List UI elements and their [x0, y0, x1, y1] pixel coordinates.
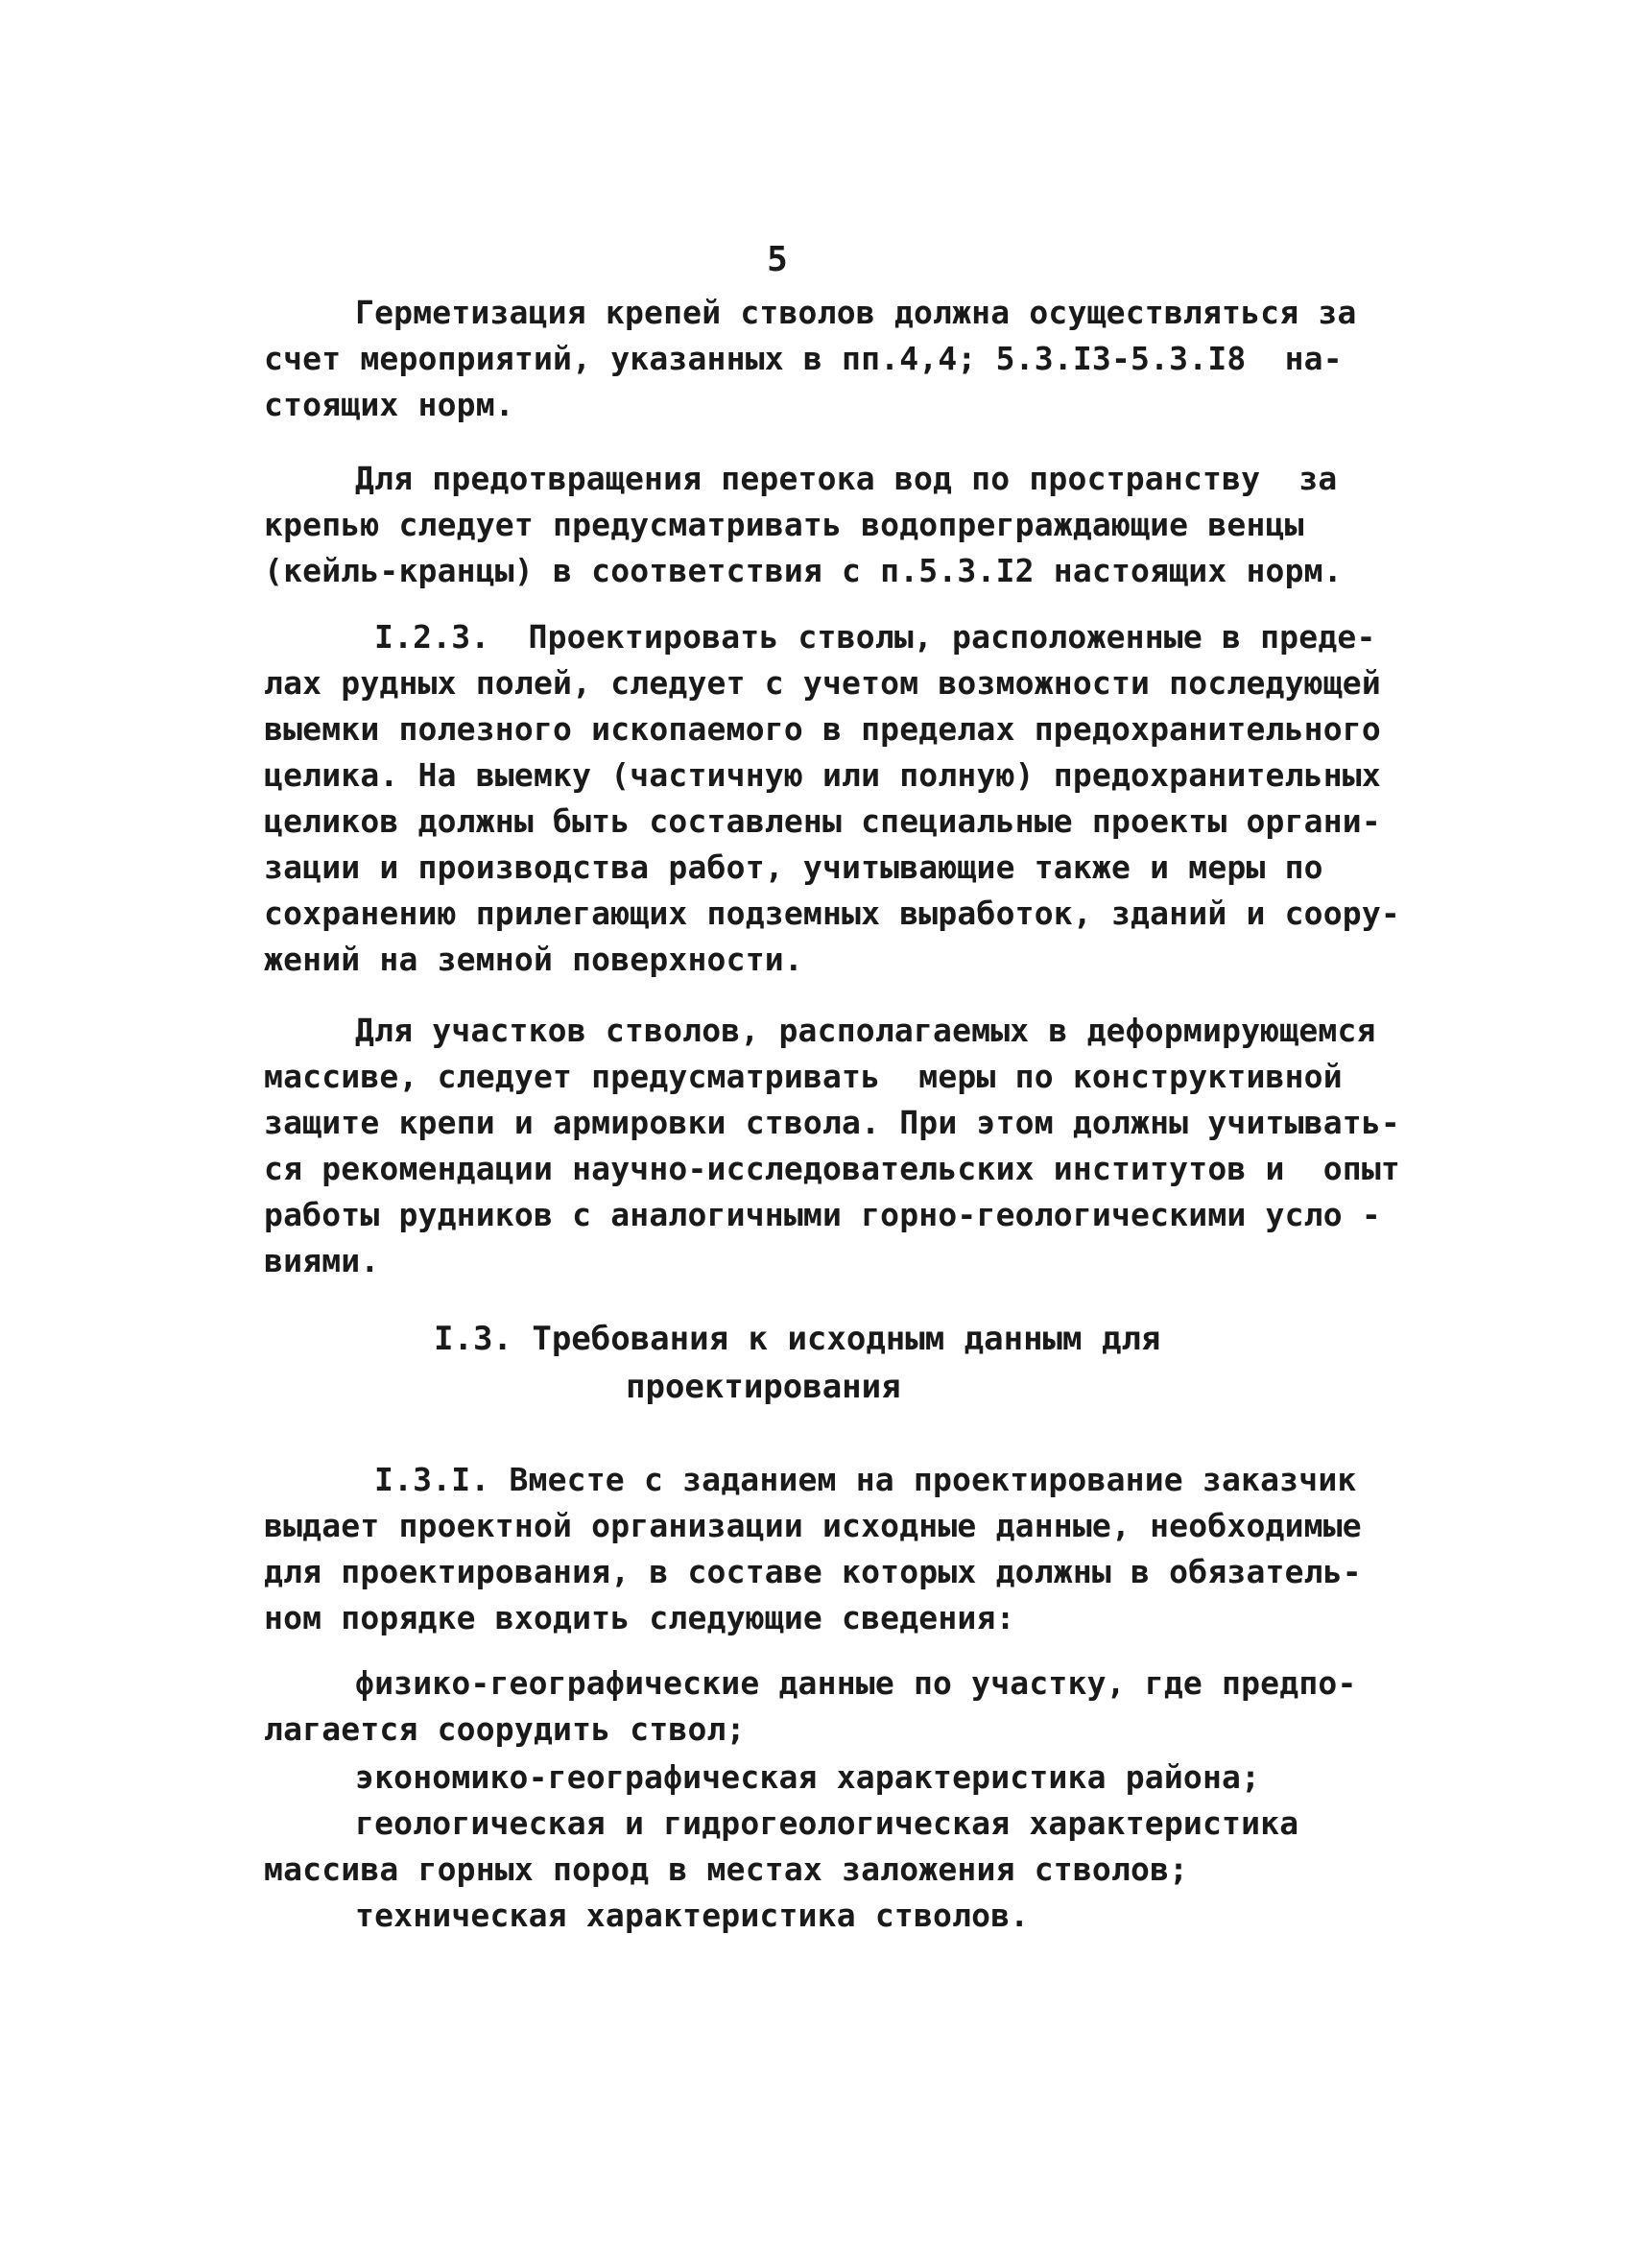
list-item: массива горных пород в местах заложения стволов; — [264, 1850, 1189, 1888]
paragraph-physical-geography — [264, 1660, 1387, 1753]
text-line: I.3.I. Вместе с заданием на проектирование заказчик — [374, 1461, 1357, 1498]
paragraph-1-3-1 — [264, 1457, 1387, 1641]
text-line: лагается соорудить ствол; — [264, 1710, 746, 1748]
text-line: крепью следует предусматривать водопреграждающие венцы — [264, 506, 1304, 543]
paragraph-1-2-3 — [264, 614, 1400, 983]
text-line: Герметизация крепей стволов должна осуществляться за — [355, 294, 1357, 331]
text-line: Для участков стволов, располагаемых в деформирующемся — [355, 1012, 1376, 1049]
text-line: физико-географические данные по участку, где предпо- — [355, 1664, 1357, 1702]
paragraph-sealing — [264, 290, 1387, 428]
paragraph-water-flow — [264, 456, 1387, 594]
text-line: ся рекомендации научно-исследовательских институтов и опыт — [264, 1150, 1400, 1187]
list-items — [264, 1755, 1387, 1939]
list-item: техническая характеристика стволов. — [355, 1897, 1030, 1934]
text-line: работы рудников с аналогичными горно-геологическими усло - — [264, 1196, 1381, 1233]
text-line: жений на земной поверхности. — [264, 941, 803, 978]
text-line: счет мероприятий, указанных в пп.4,4; 5.3.I3-5.3.I8 на- — [264, 340, 1343, 377]
text-line: ном порядке входить следующие сведения: — [264, 1599, 1015, 1636]
text-line: выдает проектной организации исходные данные, необходимые — [264, 1507, 1362, 1544]
paragraph-deforming-massif — [264, 1008, 1400, 1284]
section-heading-line: I.3. Требования к исходным данным для — [434, 1320, 1161, 1358]
list-item: геологическая и гидрогеологическая характеристика — [355, 1804, 1299, 1842]
text-line: сохранению прилегающих подземных выработок, зданий и соору- — [264, 895, 1400, 932]
text-line: для проектирования, в составе которых должны в обязатель- — [264, 1553, 1362, 1590]
list-item: экономико-географическая характеристика района; — [355, 1758, 1261, 1796]
text-line: массиве, следует предусматривать меры по конструктивной — [264, 1058, 1343, 1095]
text-line: (кейль-кранцы) в соответствия с п.5.3.I2 настоящих норм. — [264, 552, 1343, 589]
text-line: виями. — [264, 1242, 380, 1279]
text-line: целиков должны быть составлены специальные проекты органи- — [264, 802, 1381, 840]
text-line: Для предотвращения перетока вод по пространству за — [355, 460, 1338, 497]
text-line: защите крепи и армировки ствола. При этом должны учитывать- — [264, 1104, 1400, 1141]
section-heading-line: проектирования — [626, 1368, 901, 1406]
text-line: зации и производства работ, учитывающие также и меры по — [264, 848, 1323, 886]
text-line: стоящих норм. — [264, 386, 514, 423]
page-number: 5 — [767, 240, 788, 279]
text-line: лах рудных полей, следует с учетом возможности последующей — [264, 664, 1381, 702]
section-heading — [0, 1315, 1643, 1411]
text-line: I.2.3. Проектировать стволы, расположенные в преде- — [374, 618, 1376, 656]
text-line: выемки полезного ископаемого в пределах предохранительного — [264, 710, 1381, 748]
text-line: целика. На выемку (частичную или полную) предохранительных — [264, 756, 1381, 794]
